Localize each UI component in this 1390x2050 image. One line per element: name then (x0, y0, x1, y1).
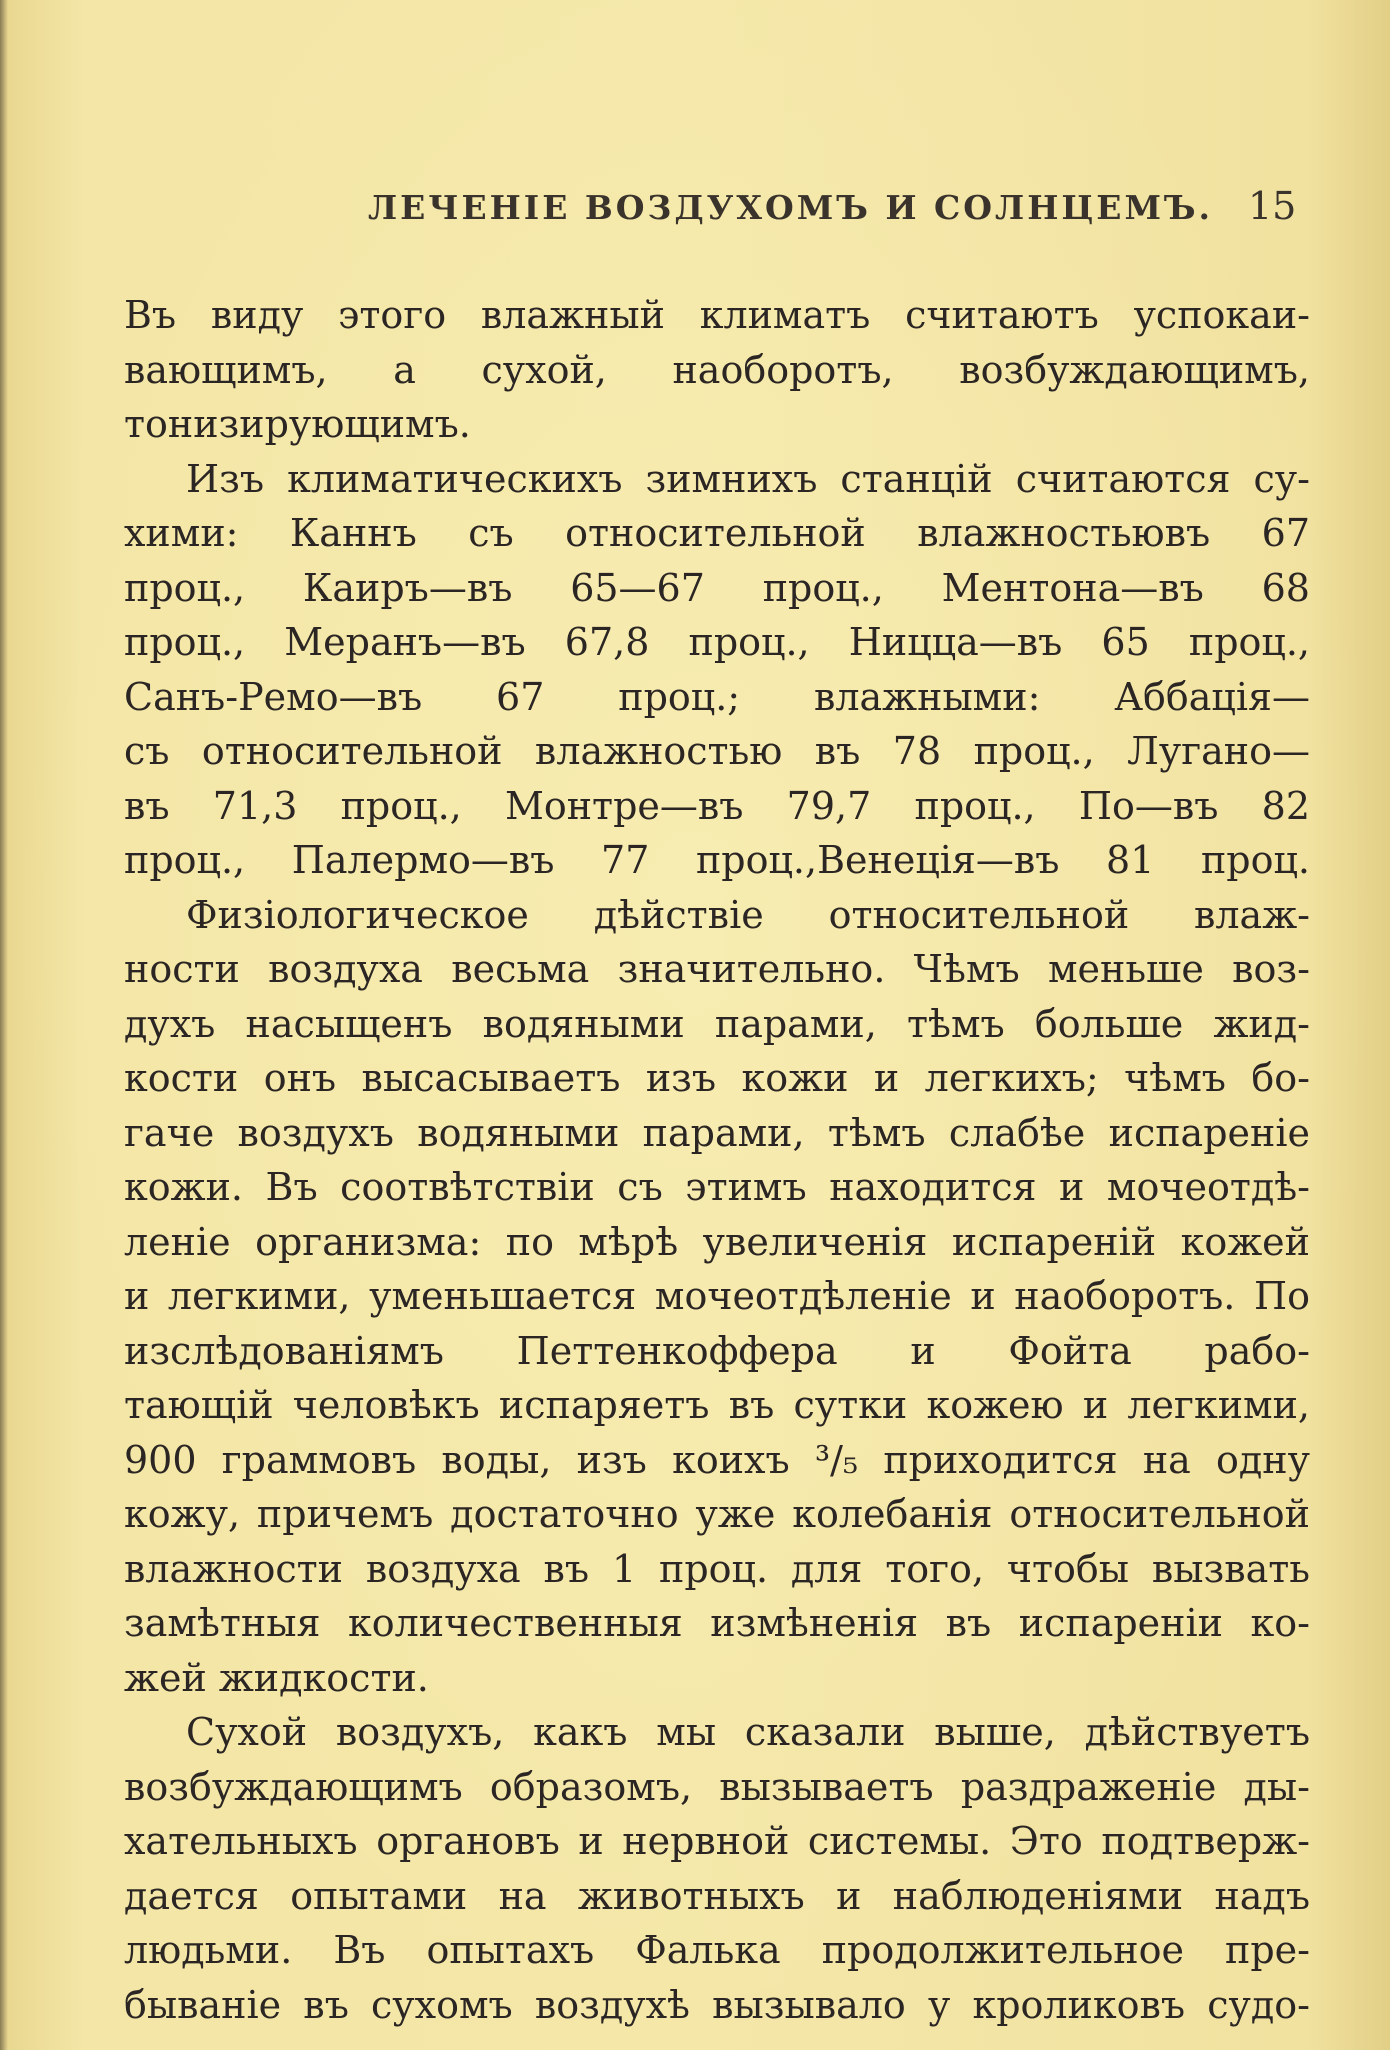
text-line: кожи. Въ соотвѣтствіи съ этимъ находится и мочеотдѣ- (124, 1165, 1310, 1209)
page-number: 15 (1248, 184, 1297, 228)
text-line: 900 граммовъ воды, изъ коихъ ³/₅ приходится на одну (124, 1437, 1310, 1482)
text-line: съ относительной влажностью въ 78 проц., Лугано— (124, 729, 1310, 773)
text-line: Изъ климатическихъ зимнихъ станцій считаются су- (186, 456, 1310, 501)
text-line: влажности воздуха въ 1 проц. для того, чтобы вызвать (124, 1546, 1310, 1591)
text-line: проц., Каиръ—въ 65—67 проц., Ментона—въ 68 (124, 565, 1310, 610)
text-line: Сухой воздухъ, какъ мы сказали выше, дѣйствуетъ (186, 1710, 1310, 1754)
text-line: Въ виду этого влажный климатъ считаютъ успокаи- (124, 293, 1310, 337)
text-line: въ 71,3 проц., Монтре—въ 79,7 проц., По—въ 82 (124, 783, 1310, 828)
text-line: замѣтныя количественныя измѣненія въ испареніи ко- (124, 1601, 1310, 1645)
text-line: изслѣдованіямъ Петтенкоффера и Фойта рабо- (124, 1328, 1310, 1373)
text-line: кости онъ высасываетъ изъ кожи и легкихъ; чѣмъ бо- (124, 1056, 1310, 1100)
text-line: хими: Каннъ съ относительной влажностьювъ 67 (124, 511, 1310, 555)
text-line: бываніе въ сухомъ воздухѣ вызывало у кроликовъ судо- (124, 1982, 1310, 2027)
text-line: хательныхъ органовъ и нервной системы. Это подтверж- (124, 1819, 1310, 1863)
text-line: дается опытами на животныхъ и наблюденіями надъ (124, 1873, 1310, 1918)
text-line: леніе организма: по мѣрѣ увеличенія испареній кожей (124, 1219, 1310, 1264)
text-line: вающимъ, а сухой, наоборотъ, возбуждающимъ, (124, 347, 1310, 392)
text-line: Физіологическое дѣйствіе относительной влаж- (186, 892, 1310, 937)
text-line: людьми. Въ опытахъ Фалька продолжительное пре- (124, 1928, 1310, 1972)
text-line: и легкими, уменьшается мочеотдѣленіе и наоборотъ. По (124, 1274, 1310, 1318)
text-line: возбуждающимъ образомъ, вызываетъ раздраженіе ды- (124, 1764, 1310, 1809)
text-line: духъ насыщенъ водяными парами, тѣмъ больше жид- (124, 1001, 1310, 1046)
text-line: ности воздуха весьма значительно. Чѣмъ меньше воз- (124, 947, 1310, 991)
text-line: кожу, причемъ достаточно уже колебанія относительной (124, 1492, 1310, 1536)
text-line: Санъ-Ремо—въ 67 проц.; влажными: Аббація— (124, 674, 1310, 719)
text-line: проц., Палермо—въ 77 проц.,Венеція—въ 81 проц. (124, 838, 1310, 882)
page-edge-shadow (0, 0, 8, 2050)
text-line: тающій человѣкъ испаряетъ въ сутки кожею и легкими, (124, 1383, 1310, 1427)
text-line: гаче воздухъ водяными парами, тѣмъ слабѣе испареніе (124, 1110, 1310, 1155)
text-line: проц., Меранъ—въ 67,8 проц., Ницца—въ 65 проц., (124, 620, 1310, 664)
text-line: жей жидкости. (124, 1655, 429, 1700)
running-title: ЛЕЧЕНІЕ ВОЗДУХОМЪ И СОЛНЦЕМЪ. (368, 188, 1214, 227)
text-line: тонизирующимъ. (124, 402, 471, 446)
body-text (124, 288, 1310, 2032)
